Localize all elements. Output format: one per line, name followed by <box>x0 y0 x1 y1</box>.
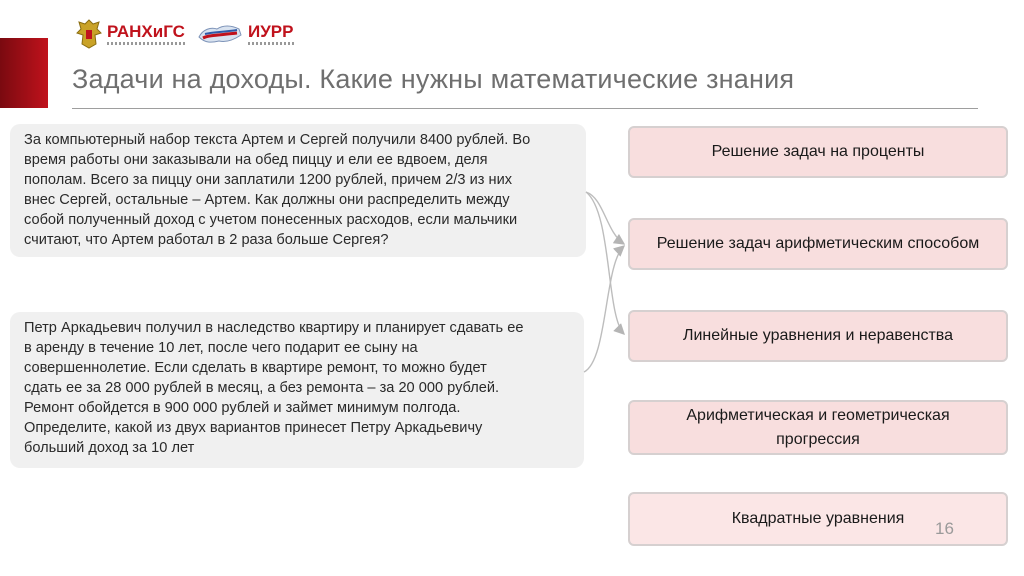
category-label: Решение задач арифметическим способом <box>656 235 980 252</box>
page-number: 16 <box>935 519 954 538</box>
ranepa-logo-text: РАНХиГС <box>107 22 185 41</box>
task-1-line: За компьютерный набор текста Артем и Сергей получили 8400 рублей. Во <box>24 132 531 148</box>
category-label: Арифметическая и геометрическая <box>686 406 950 424</box>
task-2-line: Определите, какой из двух вариантов принесет Петру Аркадьевичу <box>24 420 483 436</box>
task-1-line: время работы они заказывали на обед пиццу и ели ее вдвоем, деля <box>24 152 488 168</box>
task-2-line: Петр Аркадьевич получил в наследство квартиру и планирует сдавать ее <box>24 320 524 336</box>
category-progressions <box>628 400 1008 455</box>
category-percentages <box>628 126 1008 178</box>
connector-task1-to-arithmetic <box>586 192 624 244</box>
task-2-line: больший доход за 10 лет <box>24 440 195 456</box>
task-2-line: сдать ее за 28 000 рублей в месяц, а без ремонта – за 20 000 рублей. <box>24 380 500 396</box>
task-1-line: внес Сергей, остальные – Артем. Как должны они распределить между <box>24 192 510 208</box>
category-arithmetic-method <box>628 218 1008 270</box>
category-label: Квадратные уравнения <box>731 510 905 527</box>
task-1-line: считают, что Артем работал в 2 раза больше Сергея? <box>24 232 389 248</box>
slide-title: Задачи на доходы. Какие нужны математические знания <box>72 64 795 94</box>
iurr-logo-text: ИУРР <box>248 22 294 41</box>
category-linear-equations <box>628 310 1008 362</box>
task-2-line: в аренду в течение 10 лет, после чего подарит ее сыну на <box>24 340 418 356</box>
task-2-line: Ремонт обойдется в 900 000 рублей и займет минимум полгода. <box>24 400 461 416</box>
category-label: прогрессия <box>776 430 860 448</box>
task-1-line: пополам. Всего за пиццу они заплатили 1200 рублей, причем 2/3 из них <box>24 172 513 188</box>
task-2-line: совершеннолетие. Если сделать в квартире ремонт, то можно будет <box>24 360 487 376</box>
connector-task2-to-arithmetic <box>584 246 624 372</box>
category-label: Решение задач на проценты <box>711 143 925 160</box>
category-label: Линейные уравнения и неравенства <box>682 327 954 344</box>
task-1-line: собой полученный доход с учетом понесенных расходов, если мальчики <box>24 212 518 228</box>
